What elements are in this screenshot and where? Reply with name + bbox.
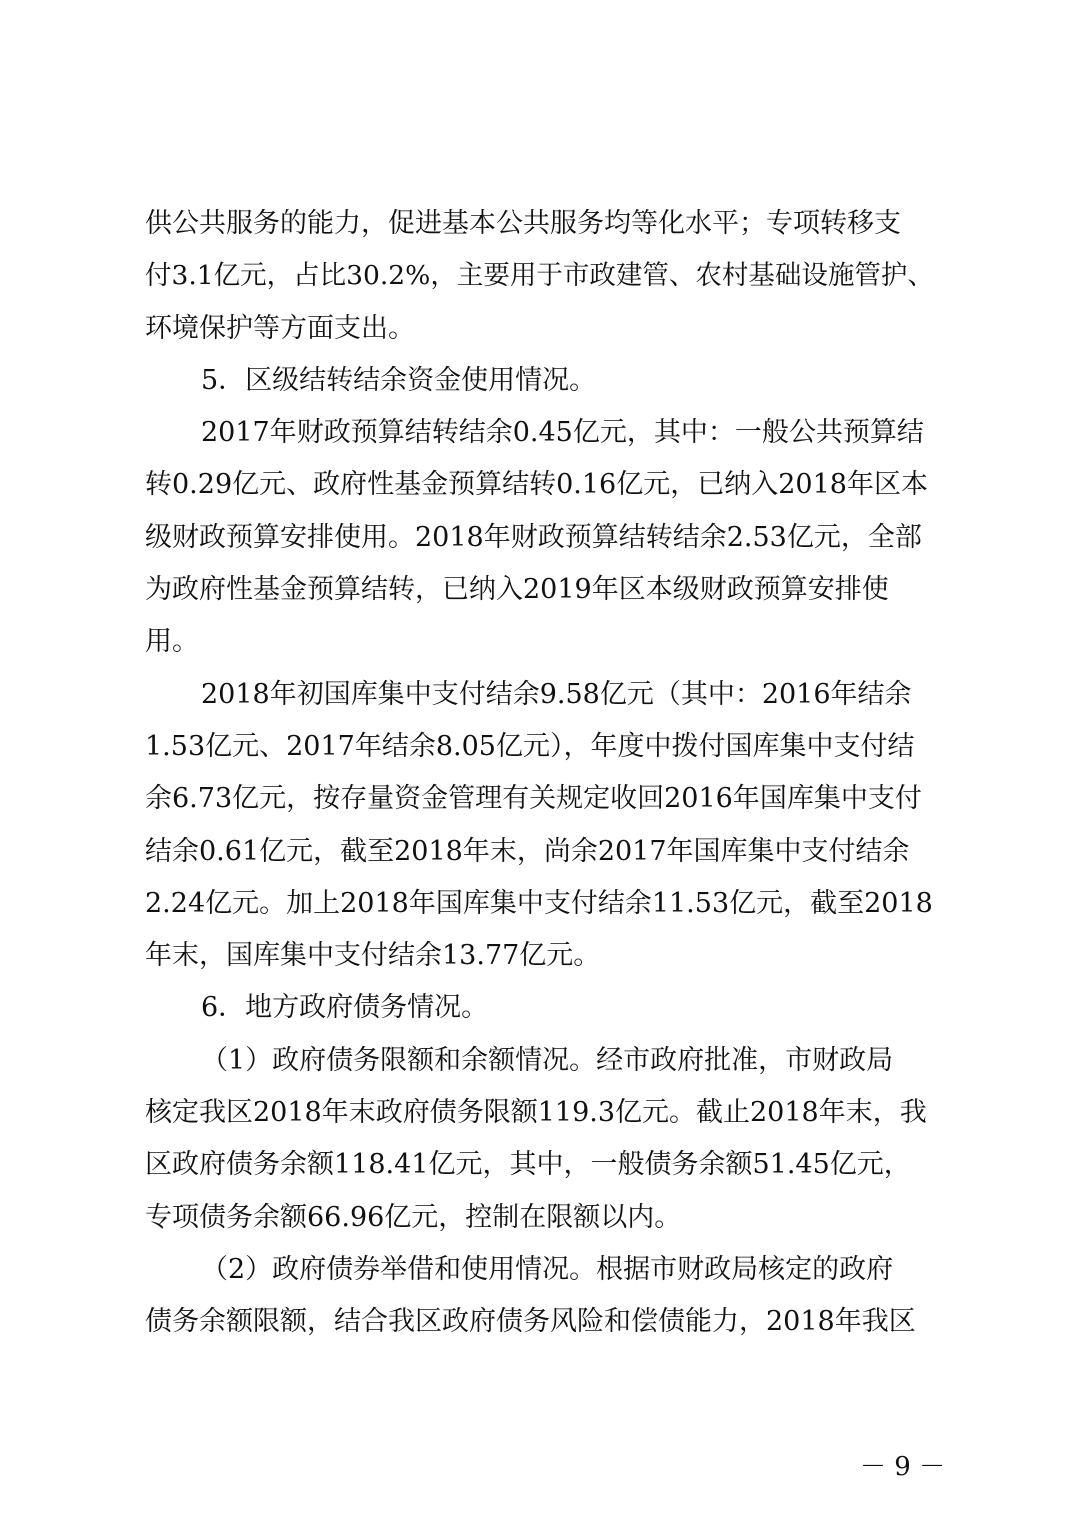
text-line: （2）政府债券举借和使用情况。根据市财政局核定的政府 [201, 1253, 894, 1285]
text-line: 级财政预算安排使用。2018年财政预算结转结余2.53亿元，全部 [145, 521, 922, 553]
text-line: 结余0.61亿元，截至2018年末，尚余2017年国库集中支付结余 [145, 835, 910, 867]
document-body [145, 200, 945, 1351]
page-number: － 9 － [860, 1452, 946, 1482]
section-heading: 5．区级结转结余资金使用情况。 [201, 364, 597, 396]
text-line: 2018年初国库集中支付结余9.58亿元（其中：2016年结余 [201, 678, 912, 710]
text-line: 1.53亿元、2017年结余8.05亿元），年度中拨付国库集中支付结 [145, 730, 915, 762]
text-line: 2017年财政预算结转结余0.45亿元，其中：一般公共预算结 [201, 417, 924, 449]
text-line: 转0.29亿元、政府性基金预算结转0.16亿元，已纳入2018年区本 [145, 469, 928, 501]
text-line: 年末，国库集中支付结余13.77亿元。 [145, 940, 601, 972]
text-line: 付3.1亿元，占比30.2%，主要用于市政建管、农村基础设施管护、 [145, 260, 934, 292]
text-line: 余6.73亿元，按存量资金管理有关规定收回2016年国库集中支付 [145, 783, 922, 815]
text-line: 环境保护等方面支出。 [145, 312, 415, 344]
text-line: 区政府债务余额118.41亿元，其中，一般债务余额51.45亿元， [145, 1149, 911, 1181]
text-line: （1）政府债务限额和余额情况。经市政府批准，市财政局 [201, 1044, 894, 1076]
text-line: 债务余额限额，结合我区政府债务风险和偿债能力，2018年我区 [145, 1306, 916, 1338]
text-line: 为政府性基金预算结转，已纳入2019年区本级财政预算安排使 [145, 574, 889, 606]
section-heading: 6．地方政府债务情况。 [201, 992, 489, 1024]
text-line: 用。 [145, 626, 199, 658]
text-line: 核定我区2018年末政府债务限额119.3亿元。截止2018年末，我 [145, 1097, 927, 1129]
text-line: 2.24亿元。加上2018年国库集中支付结余11.53亿元，截至2018 [145, 887, 933, 919]
text-line: 供公共服务的能力，促进基本公共服务均等化水平；专项转移支 [145, 208, 901, 239]
text-line: 专项债务余额66.96亿元，控制在限额以内。 [145, 1201, 682, 1233]
